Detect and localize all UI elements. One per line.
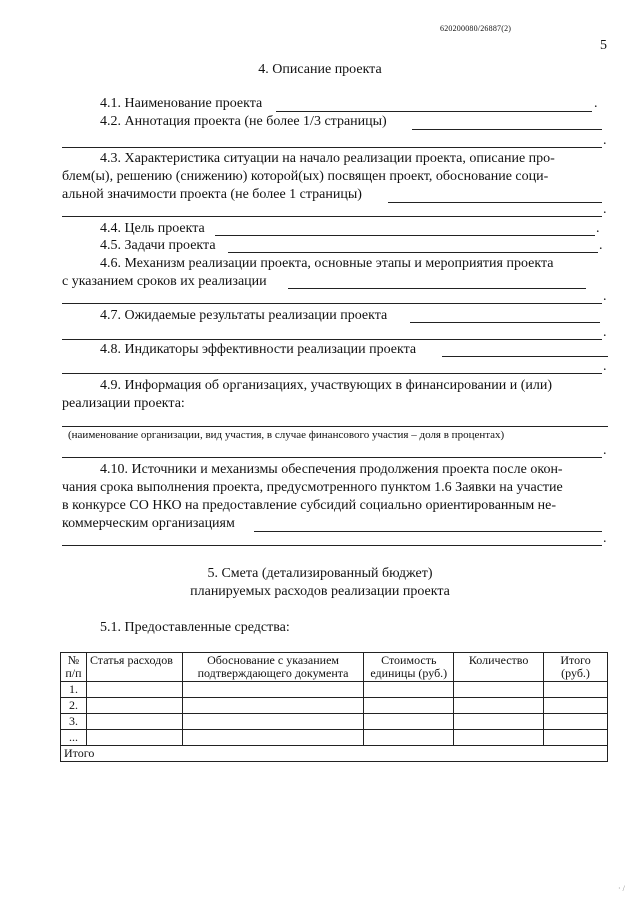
- item-4-10-line-4: коммерческим организациям: [62, 516, 235, 531]
- table-total-row: [61, 746, 608, 762]
- section-5-title-line-1: 5. Смета (детализированный бюджет): [207, 566, 433, 581]
- item-4-9-line-1: 4.9. Информация об организациях, участвующих в финансировании и (или): [100, 378, 553, 393]
- field-4-2-line-2: [62, 147, 602, 148]
- field-4-9-line: [62, 426, 608, 427]
- item-4-8: 4.8. Индикаторы эффективности реализации проекта: [100, 342, 417, 357]
- field-4-8-line: [442, 356, 608, 357]
- item-4-4: 4.4. Цель проекта: [100, 221, 205, 236]
- table-row: 2.: [61, 698, 608, 714]
- item-4-10-line-2: чания срока выполнения проекта, предусмотренного пунктом 1.6 Заявки на участие: [62, 480, 563, 495]
- field-4-3-line-2: [62, 216, 602, 217]
- header-item: Статья расходов: [86, 653, 182, 682]
- item-4-6-line-2: с указанием сроков их реализации: [62, 274, 267, 289]
- item-4-9-line-2: реализации проекта:: [62, 396, 185, 411]
- field-4-7-line-2: [62, 339, 602, 340]
- item-4-6-line-1: 4.6. Механизм реализации проекта, основные этапы и мероприятия проекта: [100, 256, 554, 271]
- section-4-title: 4. Описание проекта: [258, 62, 382, 77]
- field-4-9-line-2: [62, 457, 602, 458]
- item-4-3-line-2: блем(ы), решению (снижению) которой(ых) посвящен проект, обоснование соци-: [62, 169, 549, 184]
- header-unit-cost: Стоимость единицы (руб.): [364, 653, 454, 682]
- field-4-3-line: [388, 202, 602, 203]
- field-4-4-line: [215, 235, 595, 236]
- item-4-5: 4.5. Задачи проекта: [100, 238, 216, 253]
- document-id: 620200080/26887(2): [440, 24, 512, 33]
- field-4-8-line-2: [62, 373, 602, 374]
- total-label: Итого: [61, 746, 608, 762]
- page-number: 5: [600, 38, 607, 53]
- header-quantity: Количество: [454, 653, 544, 682]
- table-header-row: [61, 653, 608, 682]
- item-4-9-note: (наименование организации, вид участия, в случае финансового участия – доля в процентах): [68, 429, 505, 441]
- item-4-7: 4.7. Ожидаемые результаты реализации проекта: [100, 308, 388, 323]
- budget-table: [60, 652, 608, 762]
- item-4-10-line-3: в конкурсе СО НКО на предоставление субсидий социально ориентированным не-: [62, 498, 557, 513]
- item-4-1: 4.1. Наименование проекта: [100, 96, 263, 111]
- corner-mark: · /: [618, 884, 625, 893]
- field-4-5-line: [228, 252, 598, 253]
- field-4-10-line-2: [62, 545, 602, 546]
- table-row: 3.: [61, 714, 608, 730]
- field-4-10-line: [254, 531, 602, 532]
- header-num: № п/п: [61, 653, 87, 682]
- field-4-1-line: [276, 111, 592, 112]
- item-4-3-line-3: альной значимости проекта (не более 1 страницы): [62, 187, 362, 202]
- header-justification: Обоснование с указанием подтверждающего документа: [182, 653, 364, 682]
- section-5-title-line-2: планируемых расходов реализации проекта: [190, 584, 450, 599]
- item-4-3-line-1: 4.3. Характеристика ситуации на начало реализации проекта, описание про-: [100, 151, 555, 166]
- table-row: 1.: [61, 682, 608, 698]
- field-4-2-line: [412, 129, 602, 130]
- item-4-2: 4.2. Аннотация проекта (не более 1/3 страницы): [100, 114, 387, 129]
- header-total: Итого (руб.): [544, 653, 608, 682]
- table-row: ...: [61, 730, 608, 746]
- field-4-6-line-2: [62, 303, 602, 304]
- field-4-7-line: [410, 322, 600, 323]
- item-4-10-line-1: 4.10. Источники и механизмы обеспечения продолжения проекта после окон-: [100, 462, 563, 477]
- item-5-1: 5.1. Предоставленные средства:: [100, 620, 290, 635]
- document-page: 620200080/26887(2) 5 4. Описание проекта 4.1. Наименование проекта . 4.2. Аннотация проекта (не более 1/3 страницы) . 4.3. Характеристика ситуации на начало реализации проекта, описание про- блем(ы), решению (снижению) которой(ых) посвящен проект, обоснование соци- альной значимости проекта (не более 1 страницы) . 4.4. Цель проекта . 4.5. Задачи проекта . 4.6. Механизм реализации проекта, основные этапы и мероприятия проекта с указанием сроков их реализации . 4.7. Ожидаемые результаты реализации проекта . 4.8. Индикаторы эффективности реализации проекта . 4.9. Информация об организациях, участвующих в финансировании и (или) реализации проекта: (наименование организации, вид участия, в случае финансового участия – доля в процентах) . 4.10. Источники и механизмы обеспечения продолжения проекта после окон- чания срока выполнения проекта, предусмотренного пунктом 1.6 Заявки на участие в конкурсе СО НКО на предоставление субсидий социально ориентированным не- коммерческим организациям . 5. Смета (детализированный бюджет) планируемых расходов реализации проекта 5.1. Предоставленные средства: № п/п Статья расходов Обоснование с указанием подтверждающего документа Стоимость единицы (руб.) Количество Итого (руб.) 1. 2. 3. ... Итого · /: [0, 0, 640, 905]
- field-4-6-line: [288, 288, 586, 289]
